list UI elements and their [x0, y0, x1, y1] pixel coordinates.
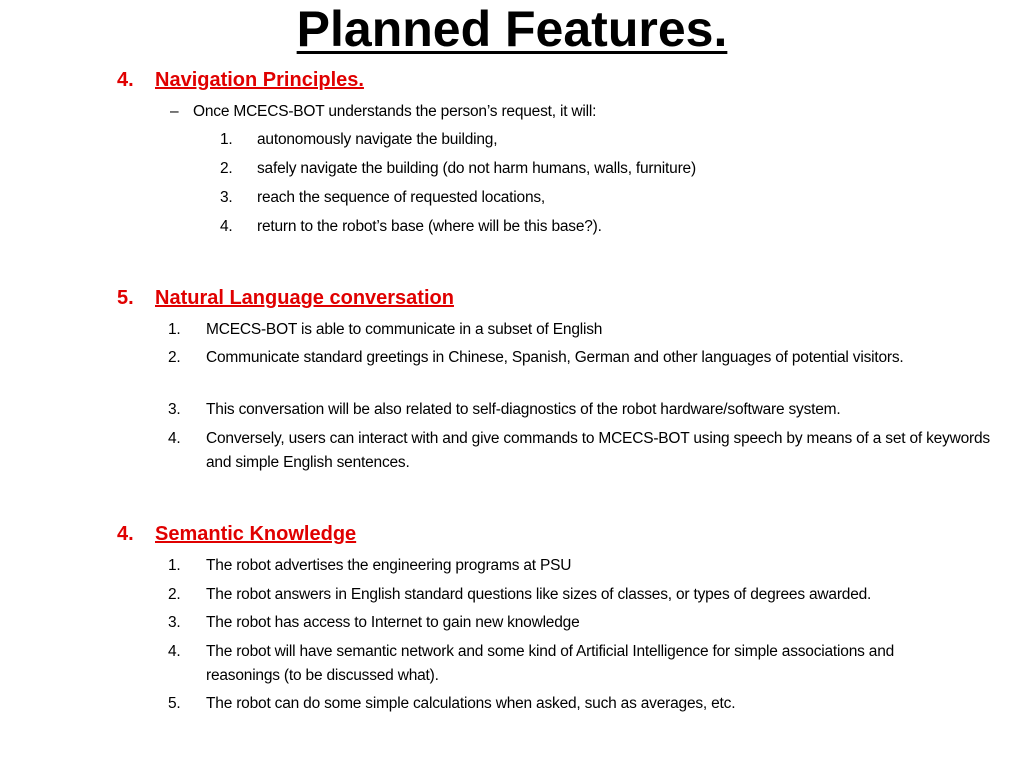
- section-number: 4.: [117, 69, 134, 91]
- item-number: 1.: [168, 557, 181, 574]
- slide-title: Planned Features.: [296, 1, 728, 57]
- item-number: 3.: [168, 614, 181, 631]
- section-number: 5.: [117, 287, 134, 309]
- section-title: Semantic Knowledge: [155, 523, 357, 545]
- item-number: 1.: [168, 321, 181, 338]
- section-title: Navigation Principles.: [155, 69, 364, 91]
- item-text: The robot has access to Internet to gain new knowledge: [206, 614, 580, 631]
- item-number: 2.: [168, 349, 181, 366]
- item-text: Communicate standard greetings in Chinese, Spanish, German and other languages of potential visitors.: [206, 349, 904, 366]
- item-text: The robot advertises the engineering programs at PSU: [206, 557, 572, 574]
- item-number: 2.: [220, 160, 233, 177]
- item-text: MCECS-BOT is able to communicate in a subset of English: [206, 321, 603, 338]
- item-text: reach the sequence of requested locations,: [257, 189, 546, 206]
- item-number: 4.: [220, 218, 233, 235]
- intro-text: Once MCECS-BOT understands the person’s request, it will:: [193, 103, 597, 120]
- item-text: The robot can do some simple calculations when asked, such as averages, etc.: [206, 695, 736, 712]
- item-number: 1.: [220, 131, 233, 148]
- item-text: Conversely, users can interact with and give commands to MCECS-BOT using speech by means of a set of keywords and simple English sentences.: [206, 430, 990, 471]
- item-number: 5.: [168, 695, 181, 712]
- dash-bullet: –: [170, 103, 179, 120]
- item-number: 3.: [220, 189, 233, 206]
- item-text: safely navigate the building (do not harm humans, walls, furniture): [257, 160, 696, 177]
- section-title: Natural Language conversation: [155, 287, 454, 309]
- item-number: 2.: [168, 586, 181, 603]
- item-number: 4.: [168, 430, 181, 447]
- item-number: 4.: [168, 643, 181, 660]
- item-number: 3.: [168, 401, 181, 418]
- section-number: 4.: [117, 523, 134, 545]
- item-text: autonomously navigate the building,: [257, 131, 498, 148]
- item-text: The robot will have semantic network and some kind of Artificial Intelligence for simple associations and reasonings (to be discussed what).: [206, 643, 895, 684]
- item-text: return to the robot’s base (where will be this base?).: [257, 218, 602, 235]
- item-text: The robot answers in English standard questions like sizes of classes, or types of degrees awarded.: [206, 586, 872, 603]
- item-text: This conversation will be also related to self-diagnostics of the robot hardware/software system.: [206, 401, 841, 418]
